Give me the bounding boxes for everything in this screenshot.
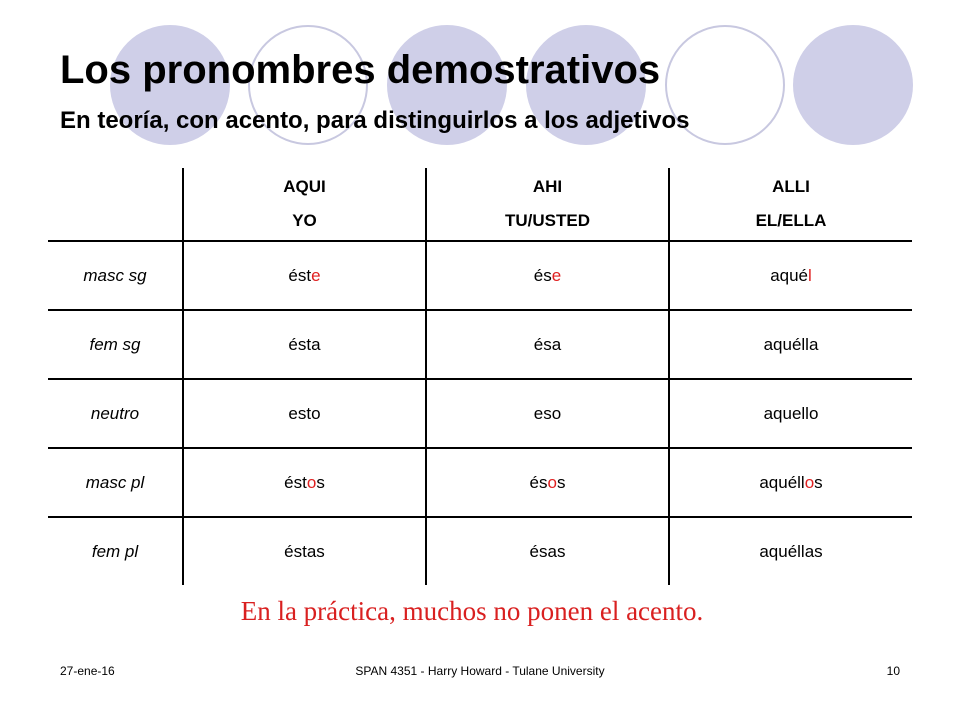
- pronoun-ending-highlight: o: [547, 472, 557, 492]
- pronoun-stem: aquello: [763, 403, 819, 423]
- pronoun-stem: és: [533, 265, 552, 285]
- pronoun-cell: [426, 241, 669, 310]
- pronoun-ending-highlight: e: [311, 265, 321, 285]
- slide-title: Los pronombres demostrativos: [60, 48, 661, 92]
- pronoun-cell: [426, 517, 669, 585]
- pronoun-cell: [183, 379, 426, 448]
- row-label: fem sg: [48, 310, 183, 379]
- row-label: neutro: [48, 379, 183, 448]
- pronoun-stem: és: [529, 472, 548, 492]
- footer-course: SPAN 4351 - Harry Howard - Tulane University: [355, 664, 605, 678]
- pronoun-cell: [669, 241, 912, 310]
- pronoun-stem: ést: [288, 265, 312, 285]
- pronoun-cell: [426, 379, 669, 448]
- pronoun-tail: s: [316, 472, 325, 492]
- pronoun-stem: esto: [288, 403, 321, 423]
- pronoun-cell: [669, 379, 912, 448]
- pronoun-ending-highlight: l: [808, 265, 812, 285]
- table-row: [48, 448, 912, 517]
- footer-page-number: 10: [886, 664, 900, 678]
- pronoun-stem: éstas: [284, 541, 325, 561]
- pronoun-cell: [669, 448, 912, 517]
- column-header: [669, 168, 912, 241]
- row-label: masc pl: [48, 448, 183, 517]
- corner-cell: [48, 168, 183, 241]
- pronoun-ending-highlight: e: [551, 265, 562, 285]
- column-header-place: ALLI: [772, 177, 810, 196]
- pronoun-cell: [183, 448, 426, 517]
- slide-subtitle: En teoría, con acento, para distinguirlos a los adjetivos: [60, 107, 690, 134]
- pronoun-cell: [426, 448, 669, 517]
- pronoun-cell: [669, 517, 912, 585]
- row-label: fem pl: [91, 541, 139, 561]
- pronoun-stem: aquéllas: [759, 541, 823, 561]
- pronoun-table: [48, 168, 912, 585]
- column-header: [183, 168, 426, 241]
- pronoun-tail: s: [814, 472, 823, 492]
- pronoun-stem: aquélla: [763, 334, 819, 354]
- pronoun-cell: [183, 310, 426, 379]
- pronoun-stem: ést: [284, 472, 307, 492]
- pronoun-stem: ésta: [288, 334, 321, 354]
- table-row: [48, 517, 912, 585]
- column-header-person: YO: [292, 211, 317, 230]
- pronoun-ending-highlight: o: [306, 472, 317, 492]
- pronoun-cell: [669, 310, 912, 379]
- pronoun-stem: ésas: [529, 541, 566, 561]
- table-row: [48, 379, 912, 448]
- pronoun-tail: s: [556, 472, 566, 492]
- pronoun-stem: aquéll: [759, 472, 805, 492]
- header-row: [48, 168, 912, 241]
- pronoun-cell: [183, 517, 426, 585]
- row-label: masc sg: [48, 241, 183, 310]
- pronoun-stem: aqué: [770, 265, 809, 285]
- table-row: [48, 310, 912, 379]
- column-header-place: AQUI: [283, 177, 326, 196]
- pronoun-stem: ésa: [533, 334, 562, 354]
- column-header-place: AHI: [532, 177, 563, 196]
- practice-note: En la práctica, muchos no ponen el acento.: [240, 596, 704, 626]
- footer-date: 27-ene-16: [60, 664, 115, 678]
- column-header: [426, 168, 669, 241]
- column-header-person: TU/USTED: [505, 211, 590, 230]
- pronoun-stem: eso: [533, 403, 562, 423]
- pronoun-cell: [183, 241, 426, 310]
- pronoun-cell: [426, 310, 669, 379]
- decor-circle-6: [793, 25, 913, 145]
- pronoun-ending-highlight: o: [804, 472, 815, 492]
- table-row: [48, 241, 912, 310]
- column-header-person: EL/ELLA: [755, 211, 827, 230]
